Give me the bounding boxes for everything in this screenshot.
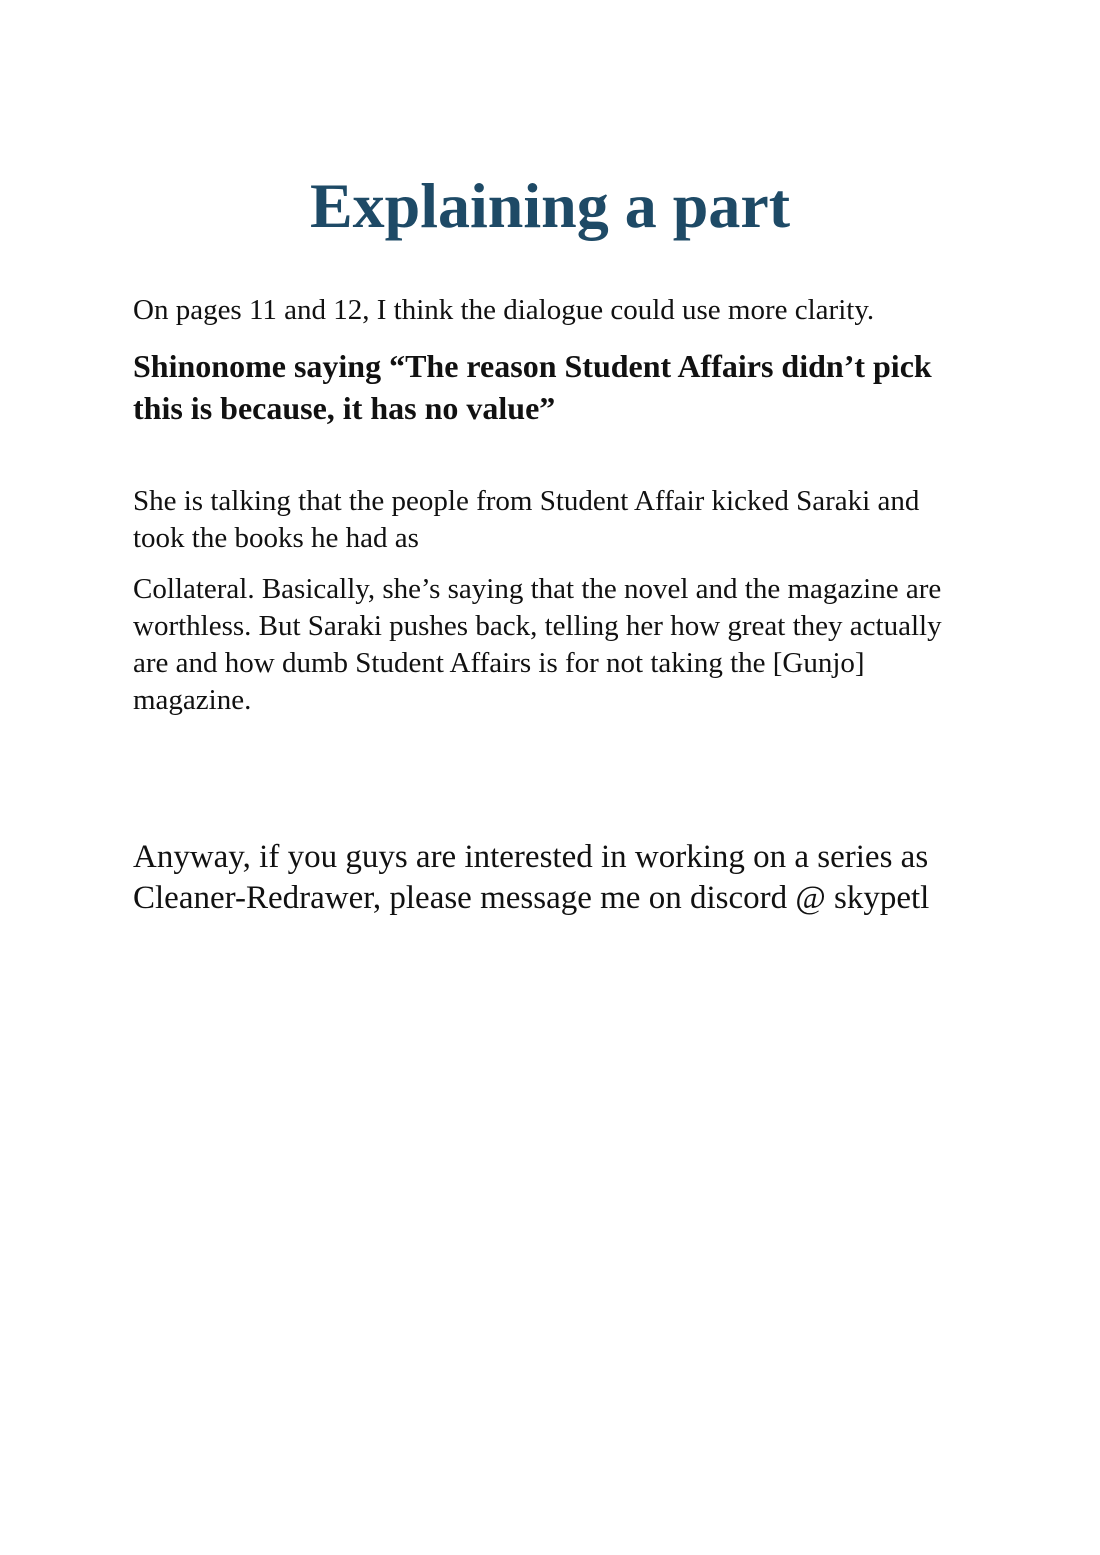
explanation-paragraph-2: Collateral. Basically, she’s saying that the novel and the magazine are worthless. But Saraki pushes back, telling her how great they actually are and how dumb Student Affairs is for not taking the [Gunjo] magazine. [133,573,942,716]
quote-heading: Shinonome saying “The reason Student Affairs didn’t pick this is because, it has no value” [133,348,932,426]
explanation-paragraph-1: She is talking that the people from Student Affair kicked Saraki and took the books he had as [133,485,920,554]
intro-paragraph: On pages 11 and 12, I think the dialogue could use more clarity. [133,294,875,326]
page-title: Explaining a part [309,170,791,241]
closing-message: Anyway, if you guys are interested in working on a series as Cleaner-Redrawer, please message me on discord @ skypetl [133,839,930,916]
